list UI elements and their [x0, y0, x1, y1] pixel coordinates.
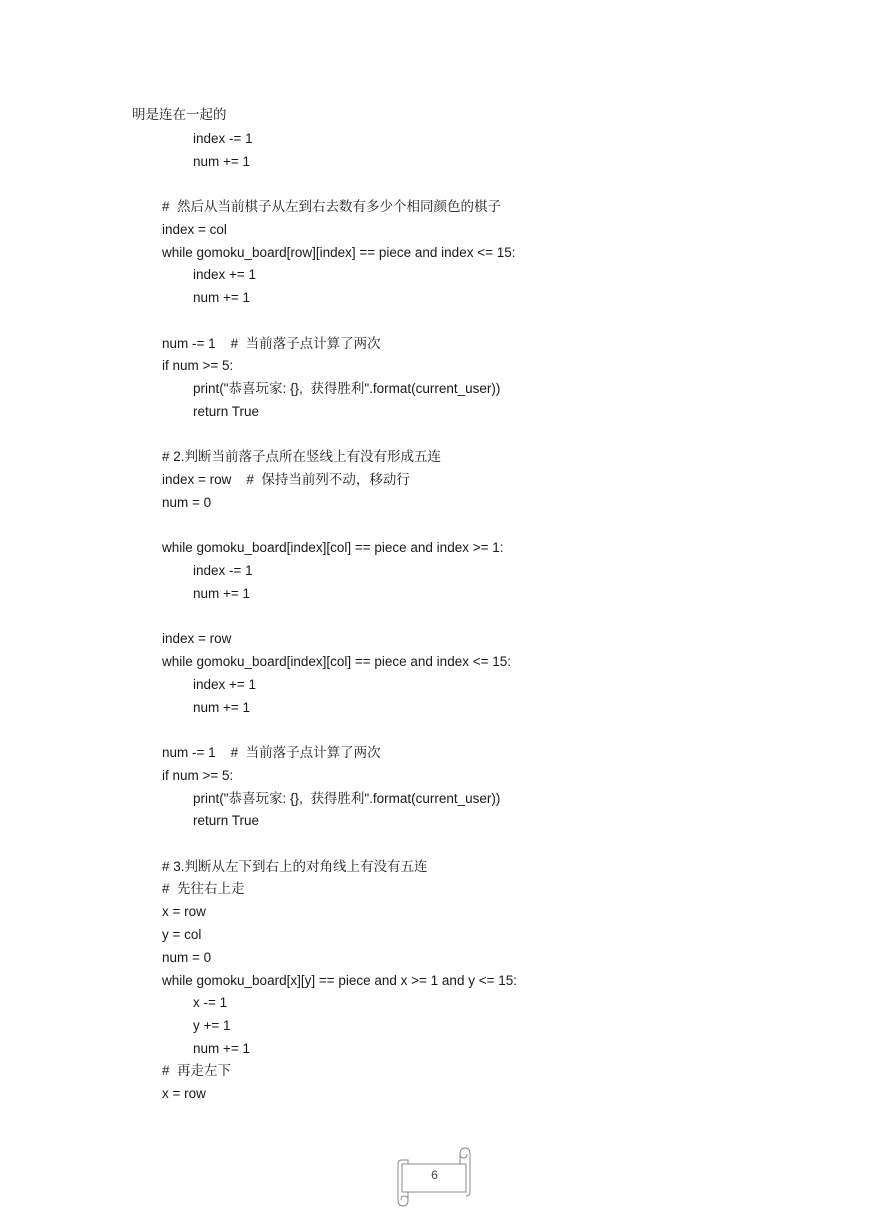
code-line: if num >= 5:	[162, 768, 234, 783]
code-line: num = 0	[162, 495, 212, 510]
code-line: index = row	[162, 631, 232, 646]
code-line: num -= 1 # 当前落子点计算了两次	[162, 336, 381, 351]
code-line: return True	[193, 813, 260, 828]
code-comment: # 3.判断从左下到右上的对角线上有没有五连	[162, 859, 428, 874]
code-line: num += 1	[193, 1041, 251, 1056]
code-line: x = row	[162, 904, 206, 919]
code-line: index += 1	[193, 267, 257, 282]
code-line: print("恭喜玩家: {}, 获得胜利".format(current_user))	[193, 791, 501, 806]
code-line: y = col	[162, 927, 202, 942]
code-line: index += 1	[193, 677, 257, 692]
code-line: return True	[193, 404, 260, 419]
code-comment: # 然后从当前棋子从左到右去数有多少个相同颜色的棋子	[162, 199, 502, 214]
code-line: y += 1	[193, 1018, 231, 1033]
code-line: while gomoku_board[index][col] == piece and index <= 15:	[162, 654, 511, 669]
code-comment: # 2.判断当前落子点所在竖线上有没有形成五连	[162, 449, 442, 464]
code-line: index -= 1	[193, 131, 253, 146]
code-line: if num >= 5:	[162, 358, 234, 373]
code-line: x -= 1	[193, 995, 228, 1010]
code-line: num += 1	[193, 586, 251, 601]
code-line: num -= 1 # 当前落子点计算了两次	[162, 745, 381, 760]
text-line: 明是连在一起的	[132, 107, 227, 122]
code-line: num += 1	[193, 154, 251, 169]
code-line: num += 1	[193, 290, 251, 305]
code-line: index = col	[162, 222, 227, 237]
code-line: index -= 1	[193, 563, 253, 578]
code-line: index = row # 保持当前列不动，移动行	[162, 472, 410, 487]
code-line: while gomoku_board[index][col] == piece and index >= 1:	[162, 540, 504, 555]
code-line: num += 1	[193, 700, 251, 715]
page-number: 6	[431, 1168, 438, 1182]
code-line: num = 0	[162, 950, 212, 965]
code-line: x = row	[162, 1086, 206, 1101]
code-comment: # 再走左下	[162, 1063, 232, 1078]
code-comment: # 先往右上走	[162, 881, 245, 896]
code-line: print("恭喜玩家: {}, 获得胜利".format(current_user))	[193, 381, 501, 396]
code-line: while gomoku_board[row][index] == piece and index <= 15:	[162, 245, 516, 260]
code-line: while gomoku_board[x][y] == piece and x >= 1 and y <= 15:	[162, 973, 517, 988]
